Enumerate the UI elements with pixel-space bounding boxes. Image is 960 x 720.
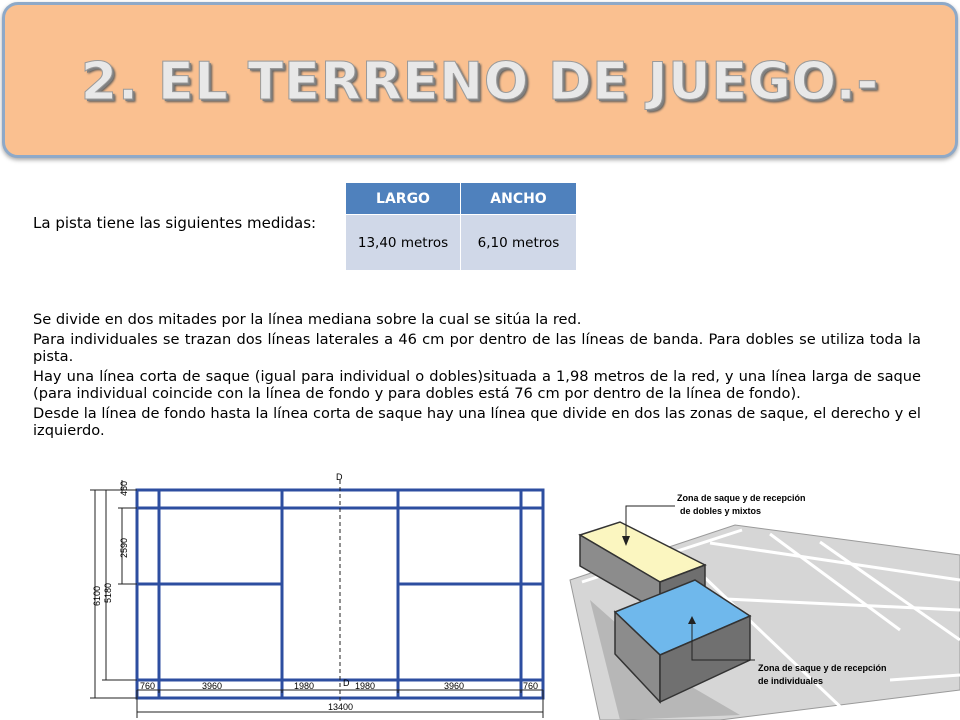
- dim-6100: 6100: [92, 585, 102, 606]
- cell-ancho: 6,10 metros: [461, 215, 577, 271]
- intro-text: La pista tiene las siguientes medidas:: [33, 214, 317, 232]
- dim-1980-left: 1980: [294, 681, 315, 691]
- doubles-zone-label-line1: Zona de saque y de recepción: [677, 493, 806, 503]
- net-label-bottom: D: [343, 678, 350, 688]
- court-plan-diagram: [60, 468, 560, 720]
- dim-3960-right: 3960: [444, 681, 465, 691]
- header-ancho: ANCHO: [461, 183, 577, 215]
- dim-13400: 13400: [328, 702, 354, 712]
- paragraph-singles-lines: Para individuales se trazan dos líneas laterales a 46 cm por dentro de las líneas de banda. Para dobles se utiliza toda la pista.: [33, 331, 921, 365]
- dim-5180: 5180: [103, 582, 113, 603]
- slide-title: 2. EL TERRENO DE JUEGO.-: [80, 52, 880, 112]
- measures-table: [345, 182, 577, 271]
- paragraph-service-zones: Desde la línea de fondo hasta la línea corta de saque hay una línea que divide en dos las zonas de saque, el derecho y el izquierdo.: [33, 405, 921, 439]
- cell-largo: 13,40 metros: [346, 215, 461, 271]
- dim-460: 460: [119, 480, 129, 496]
- net-label-top: D: [336, 472, 343, 482]
- doubles-zone-label-line2: de dobles y mixtos: [680, 506, 762, 516]
- dim-1980-right: 1980: [355, 681, 376, 691]
- paragraph-service-lines: Hay una línea corta de saque (igual para individual o dobles)situada a 1,98 metros de la red, y una línea larga de saque (para individual coincide con la línea de fondo y para dobles está 76 cm por dentro de la línea de fondo).: [33, 368, 921, 402]
- paragraph-net: Se divide en dos mitades por la línea mediana sobre la cual se sitúa la red.: [33, 311, 582, 328]
- table-row: [346, 215, 577, 271]
- dim-760-left: 760: [140, 681, 156, 691]
- dim-2590: 2590: [119, 537, 129, 558]
- dim-760-right: 760: [523, 681, 539, 691]
- header-largo: LARGO: [346, 183, 461, 215]
- table-header-row: [346, 183, 577, 215]
- body-text: [33, 311, 921, 442]
- singles-zone-label-line2: de individuales: [758, 676, 824, 686]
- court-3d-diagram: [560, 470, 960, 720]
- singles-zone-label-line1: Zona de saque y de recepción: [758, 663, 887, 673]
- dim-3960-left: 3960: [202, 681, 223, 691]
